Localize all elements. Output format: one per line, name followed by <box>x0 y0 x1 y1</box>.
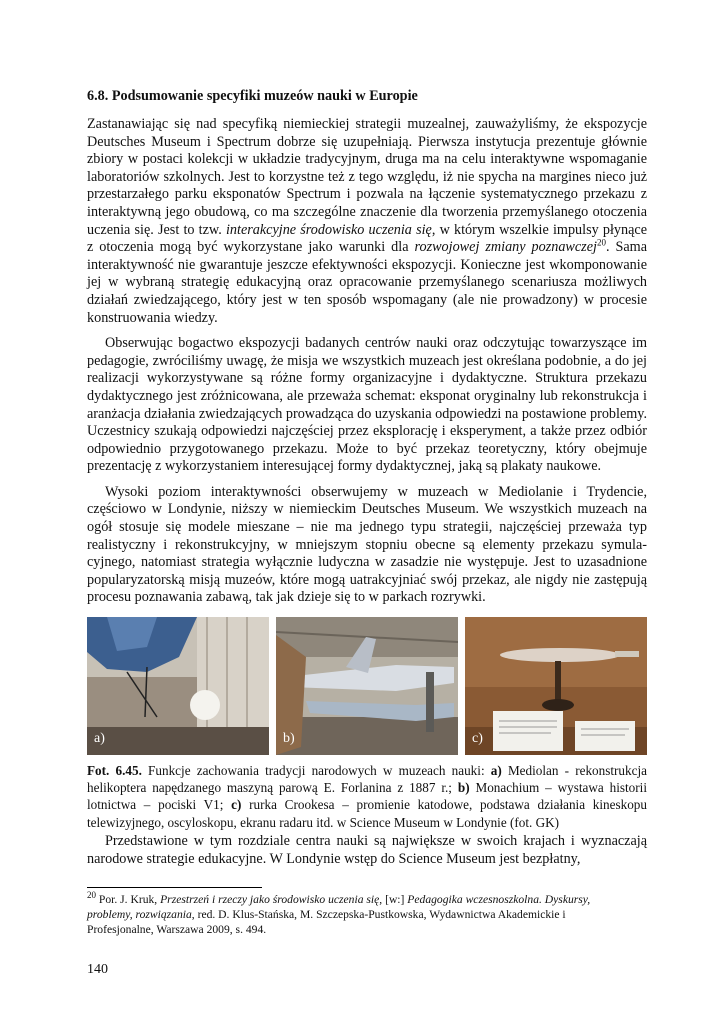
footnote: $^{20}$ Por. J. Kruk, Przestrzeń i rzeczy jako środowisko uczenia się, [w:] Pedagogika wczesnoszkolna. Dyskursy, problemy, rozwiązania, red. D. Klus-Stańska, M. Szczepska-Pustkowska, Wydawnictwa Akademickie i Profesjonalne, Warszawa 2009, s. 494. <box>87 890 591 936</box>
body-text <box>87 116 647 615</box>
italic-term: interakcyjne środowisko uczenia się <box>225 221 432 238</box>
photo-a-helicopter <box>87 617 269 755</box>
paragraph-3: Wysoki poziom interaktywności obserwujemy w muzeach w Mediolanie i Trydencie, częściowo w Londynie, niższy w niemieckim Deutsches Museum. We wszystkich muzeach na ogół stosuje się modele mieszane – nie ma jednego typu strategii, najczęściej przeważa typ realistyczny i rekonstrukcyjny, w mniejszym stopniu obecne są elementy przekazu symula- cyjnego, natomiast strategia wyłącznie ludyczna w zasadzie nie występuje. Jest to uzasadnione popularyzatorską misją muzeów, które mogą uatrakcyjniać swój przekaz, ale nigdy nie zastępują procesu poznawania zabawą, tak jak dzieje się to w parkach rozrywki. <box>87 483 647 606</box>
italic-term: rozwojowej zmiany poznawczej <box>414 239 597 256</box>
photo-label-c: c) <box>472 731 483 746</box>
photo-label-a: a) <box>94 731 105 746</box>
v1-photo-image <box>276 617 458 755</box>
paragraph-1: Zastanawiając się nad specyfiką niemieckiej strategii muzealnej, zauważyliśmy, że ekspozycje Deutsches Museum i Spectrum dobrze się uzupełniają. Pierwsza instytucja prezentuje głównie zbiory w postaci kolekcji w układzie tradycyjnym, druga ma na celu interaktywne wspomaganie laboratoriów szkolnych. Jest to korzystne też z tego względu, iż nie spycha na margines nieco już przestarzałego parku eksponatów Spectrum i pozwala na łączenie systematycznego przekazu z interaktywną jego obudową, co ma szczególne znaczenie dla tworzenia przemyślanego otoczenia uczenia się. Jest to tzw. interakcyjne środowisko uczenia się, w którym wszelkie impulsy płynące z otoczenia mogą być wykorzystane jako warunki dla rozwojowej zmiany poznawczej$^{20}$. Sama interaktywność nie gwarantuje jeszcze efektywności ekspozycji. Konieczne jest wkomponowanie jej w wybraną strategię edukacyjną oraz opracowanie przemyślanego scenariusza możliwych działań zwiedzającego, który jest w ten sposób wspomagany (ale nie prowadzony) w procesie konstruowania wiedzy. <box>87 116 647 326</box>
paragraph-4: Przedstawione w tym rozdziale centra nauki są największe w swoich krajach i wyznaczają narodowe strategie edukacyjne. W Londynie wstęp do Science Museum jest bezpłatny, <box>87 833 647 867</box>
photo-strip <box>87 617 647 755</box>
photo-b-v1-missiles <box>276 617 458 755</box>
footnote-ref[interactable]: 20 <box>596 237 606 248</box>
photo-c-crookes-tube <box>465 617 647 755</box>
document-page <box>87 0 647 1024</box>
photo-label-b: b) <box>283 731 295 746</box>
page-number: 140 <box>87 962 108 977</box>
footnote-divider <box>87 887 262 888</box>
section-heading: 6.8. Podsumowanie specyfiki muzeów nauki w Europie <box>87 88 418 104</box>
paragraph-2: Obserwując bogactwo ekspozycji badanych centrów nauki oraz odczytując towarzyszące im pedagogie, zwróciliśmy uwagę, że misja we wszystkich muzeach jest określana podobnie, a do jej realizacji wykorzystywane są różne formy organizacyjne i dydaktyczne. Struktura przekazu dydaktycznego jest zróżnicowana, ale przeważa schemat: eksponat oryginalny lub rekonstrukcja i aranżacja działania zwiedzających prowadząca do uzyskania odpowiedzi na postawione problemy. Uczestnicy szukają odpowiedzi najczęściej przez eksplorację i eksperyment, a także przez odbiór odpowiednio przygotowanego przekazu. Może to być przekaz teoretyczny, który obejmuje prezentację z wykorzystaniem interesującej formy dydaktycznej, jaką są plakaty naukowe. <box>87 335 648 475</box>
crookes-photo-image <box>465 617 647 755</box>
figure-caption: Fot. 6.45. Funkcje zachowania tradycji narodowych w muzeach nauki: a) Mediolan - rekonstrukcja helikoptera napędzanego maszyną parową E. Forlanina z 1887 r.; b) Monachium – wystawa historii lotnictwa – pociski V1; c) rurka Crookesa – promienie katodowe, podstawa działania kineskopu telewizyjnego, oscyloskopu, ekranu radaru itd. w Science Museum w Londynie (fot. GK) <box>87 763 647 830</box>
helicopter-photo-image <box>87 617 269 755</box>
